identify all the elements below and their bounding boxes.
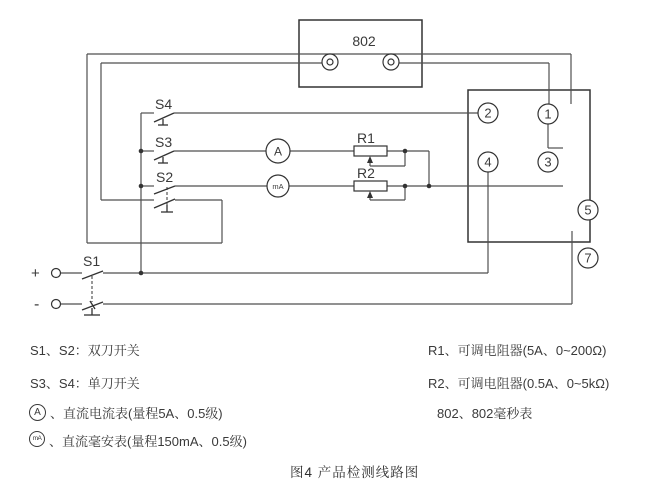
switch-s4-label: S4 bbox=[155, 96, 173, 112]
ammeter-label: A bbox=[273, 144, 283, 159]
legend-text: S1、S2：双刀开关 bbox=[30, 343, 140, 358]
legend-item-r1 bbox=[428, 340, 606, 359]
ammeter-circle-icon: A bbox=[29, 404, 46, 421]
resistor-r1-wiper-arrow bbox=[367, 156, 373, 163]
timer-terminal-right-pin bbox=[388, 59, 394, 65]
terminal-5-label: 5 bbox=[584, 202, 592, 218]
polarity-plus-label: + bbox=[31, 265, 40, 282]
junction-dot bbox=[139, 184, 144, 189]
resistor-r2-wiper-arrow bbox=[367, 191, 373, 198]
junction-dot bbox=[139, 149, 144, 154]
resistor-r1-label: R1 bbox=[357, 130, 375, 146]
legend-item-802 bbox=[437, 403, 532, 422]
resistor-r2-label: R2 bbox=[357, 165, 375, 181]
switch-s3-label: S3 bbox=[155, 134, 173, 150]
junction-dot bbox=[403, 184, 408, 189]
switch-s2-label: S2 bbox=[156, 169, 174, 185]
switch-s2-blade-lower bbox=[154, 199, 175, 208]
resistor-r2-body bbox=[354, 181, 387, 191]
legend-text: 802、802毫秒表 bbox=[437, 406, 533, 421]
legend-item-ammeter bbox=[29, 403, 223, 423]
switch-s4-blade bbox=[154, 113, 174, 122]
legend-text: 、直流电流表(量程5A、0.5级) bbox=[50, 406, 223, 421]
milliammeter-label: mA bbox=[272, 182, 284, 191]
terminal-1-label: 1 bbox=[544, 106, 552, 122]
timer-label: 802 bbox=[352, 33, 376, 49]
polarity-minus-label: - bbox=[34, 296, 40, 313]
figure-caption: 图4 产品检测线路图 bbox=[290, 465, 420, 480]
junction-dot bbox=[139, 271, 144, 276]
milliammeter-circle-icon: mA bbox=[29, 431, 45, 447]
legend-item-r2 bbox=[428, 373, 609, 392]
legend-item-milliammeter bbox=[29, 431, 247, 451]
junction-dot bbox=[427, 184, 432, 189]
legend-item-s3-s4 bbox=[30, 373, 140, 392]
junction-dot bbox=[403, 149, 408, 154]
switch-s2-blade-upper bbox=[154, 186, 175, 194]
resistor-r1-body bbox=[354, 146, 387, 156]
legend-text: R2、可调电阻器(0.5A、0~5kΩ) bbox=[428, 376, 610, 391]
legend-text: 、直流毫安表(量程150mA、0.5级) bbox=[49, 434, 247, 449]
terminal-7-label: 7 bbox=[584, 250, 592, 266]
timer-terminal-left-pin bbox=[327, 59, 333, 65]
legend-text: R1、可调电阻器(5A、0~200Ω) bbox=[428, 343, 607, 358]
positive-terminal bbox=[52, 269, 61, 278]
terminal-2-label: 2 bbox=[484, 105, 492, 121]
switch-s3-blade bbox=[154, 151, 174, 160]
terminal-3-label: 3 bbox=[544, 154, 552, 170]
switch-s1-label: S1 bbox=[83, 253, 101, 269]
terminal-4-label: 4 bbox=[484, 154, 492, 170]
negative-terminal bbox=[52, 300, 61, 309]
legend-item-s1-s2 bbox=[30, 340, 140, 359]
legend-text: S3、S4：单刀开关 bbox=[30, 376, 140, 391]
